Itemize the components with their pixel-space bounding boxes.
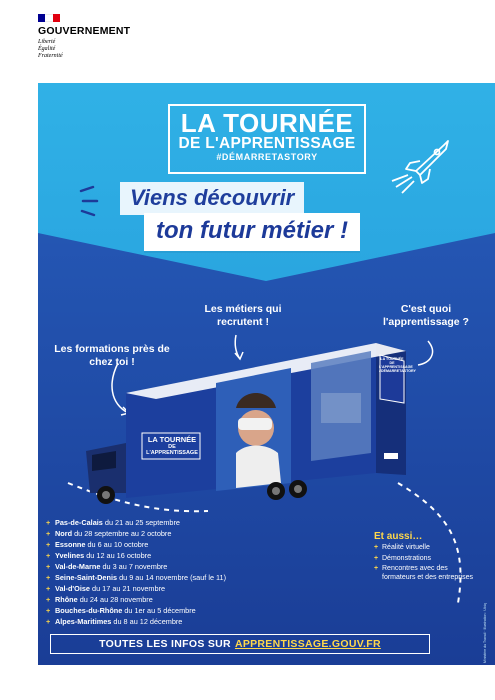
schedule-place: Val-d'Oise [55, 584, 90, 593]
also-item-label: Réalité virtuelle [382, 544, 430, 551]
event-title-line2: DE L'APPRENTISSAGE [178, 135, 356, 152]
callout-formations: Les formations près de chez toi ! [54, 343, 170, 368]
callout-apprentissage: C'est quoi l'apprentissage ? [383, 303, 469, 328]
motto-liberte: Liberté [38, 39, 56, 45]
also-item: + Rencontres avec des formateurs et des entreprises [374, 565, 474, 581]
rocket-icon [376, 135, 456, 195]
schedule-place: Nord [55, 529, 73, 538]
schedule-place: Seine-Saint-Denis [55, 573, 118, 582]
event-title-box [168, 104, 366, 174]
tagline-future-job: ton futur métier ! [144, 213, 360, 251]
schedule-place: Rhône [55, 595, 78, 604]
event-title-line1: LA TOURNÉE [180, 108, 354, 138]
motto-egalite: Égalité [38, 46, 56, 52]
schedule-item: + Val-de-Marne du 3 au 7 novembre [46, 562, 168, 571]
schedule-item: + Alpes-Maritimes du 8 au 12 décembre [46, 617, 183, 626]
also-item-label: Démonstrations [382, 554, 432, 562]
schedule-item: + Nord du 28 septembre au 2 octobre [46, 529, 172, 538]
schedule-dates: du 3 au 7 novembre [102, 562, 168, 571]
schedule-dates: du 28 septembre au 2 octobre [74, 529, 172, 538]
also-item: + Démonstrations [374, 554, 432, 562]
schedule-item: + Essonne du 6 au 10 octobre [46, 540, 149, 549]
callout-metiers: Les métiers qui recrutent ! [204, 303, 282, 328]
schedule-item: + Rhône du 24 au 28 novembre [46, 595, 153, 604]
schedule-place: Essonne [55, 540, 86, 549]
schedule-dates: du 21 au 25 septembre [104, 518, 180, 527]
schedule-dates: du 6 au 10 octobre [87, 540, 149, 549]
french-flag-icon [38, 14, 60, 22]
also-item-label: Rencontres avec des formateurs et des entreprises [382, 565, 474, 581]
truck-back-hashtag: #DÉMARRETASTORY [379, 369, 416, 373]
schedule-item: + Pas-de-Calais du 21 au 25 septembre [46, 518, 180, 527]
schedule-place: Val-de-Marne [55, 562, 101, 571]
truck-title-line1: LA TOURNÉE [147, 435, 197, 444]
truck-back-title [379, 357, 416, 373]
info-footer [50, 634, 430, 654]
government-title: GOUVERNEMENT [38, 25, 131, 37]
credit-text: Ministère du Travail · Illustration : Ubiq [483, 603, 487, 663]
truck-back-title-line2: DE L'APPRENTISSAGE [379, 361, 413, 369]
schedule-dates: du 8 au 12 décembre [113, 617, 183, 626]
poster [38, 83, 495, 665]
schedule-place: Bouches-du-Rhône [55, 606, 123, 615]
event-hashtag: #DÉMARRETASTORY [216, 152, 318, 162]
government-logo [38, 14, 130, 60]
schedule-item: + Bouches-du-Rhône du 1er au 5 décembre [46, 606, 196, 615]
tagline-discover: Viens découvrir [120, 182, 304, 215]
schedule-place: Alpes-Maritimes [55, 617, 112, 626]
tour-schedule-list [46, 517, 226, 627]
government-motto [38, 39, 130, 60]
truck-back-title-line1: LA TOURNÉE [380, 357, 404, 361]
schedule-place: Pas-de-Calais [55, 518, 103, 527]
schedule-dates: du 17 au 21 novembre [92, 584, 166, 593]
schedule-dates: du 24 au 28 novembre [79, 595, 153, 604]
schedule-dates: du 9 au 14 novembre (sauf le 11) [119, 573, 227, 582]
schedule-place: Yvelines [55, 551, 85, 560]
schedule-item: + Val-d'Oise du 17 au 21 novembre [46, 584, 166, 593]
schedule-dates: du 1er au 5 décembre [124, 606, 196, 615]
also-section [374, 531, 474, 584]
also-item: + Réalité virtuelle [374, 544, 430, 551]
footer-url-link[interactable]: APPRENTISSAGE.GOUV.FR [234, 638, 381, 650]
truck-illustration [86, 333, 416, 508]
footer-label: TOUTES LES INFOS SUR [99, 638, 231, 650]
schedule-item: + Yvelines du 12 au 16 octobre [46, 551, 152, 560]
also-title: Et aussi… [374, 531, 423, 542]
schedule-dates: du 12 au 16 octobre [86, 551, 152, 560]
schedule-item: + Seine-Saint-Denis du 9 au 14 novembre (sauf le 11) [46, 573, 227, 582]
motto-fraternite: Fraternité [38, 53, 63, 59]
truck-side-title [144, 436, 200, 456]
truck-title-line2: DE L'APPRENTISSAGE [146, 443, 198, 456]
